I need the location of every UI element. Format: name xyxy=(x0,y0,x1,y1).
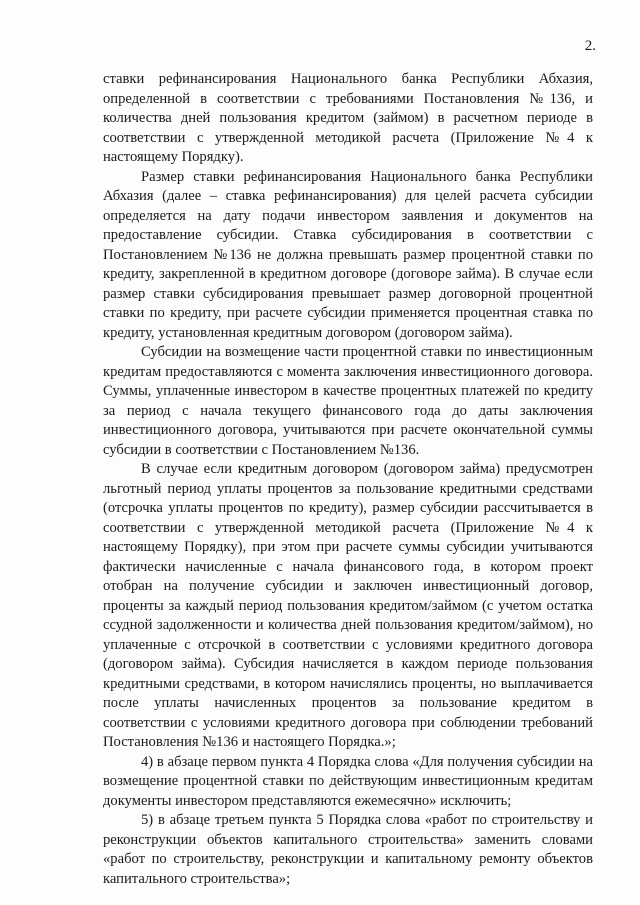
document-body xyxy=(103,70,593,889)
paragraph-amendment-4: 4) в абзаце первом пункта 4 Порядка слова «Для получения субсидии на возмещение процентной ставки по действующим инвестиционным кредитам документы инвестором представляются ежемесячно» исключить; xyxy=(103,753,593,809)
paragraph-subsidy-start: Субсидии на возмещение части процентной ставки по инвестиционным кредитам предоставляются с момента заключения инвестиционного договора. Суммы, уплаченные инвестором в качестве процентных платежей по кредиту за период с начала текущего финансового года до даты заключения инвестиционного договора, учитываются при расчете окончательной суммы субсидии в соответствии с Постановлением №136. xyxy=(103,344,593,458)
paragraph-continuation: ставки рефинансирования Национального банка Республики Абхазия, определенной в соответствии с требованиями Постановления №136, и количества дней пользования кредитом (займом) в расчетном периоде в соответствии с утвержденной методикой расчета (Приложение №4 к настоящему Порядку). xyxy=(103,71,593,165)
page-number: 2. xyxy=(584,38,596,54)
paragraph-amendment-5: 5) в абзаце третьем пункта 5 Порядка слова «работ по строительству и реконструкции объектов капитального строительства» заменить словами «работ по строительству, реконструкции и капитальному ремонту объектов капитального строительства»; xyxy=(103,812,593,887)
paragraph-grace-period: В случае если кредитным договором (договором займа) предусмотрен льготный период уплаты процентов за пользование кредитными средствами (отсрочка уплаты процентов по кредиту), размер субсидии рассчитывается в соответствии с утвержденной методикой расчета (Приложение №4 к настоящему Порядку), при этом при расчете суммы субсидии учитываются фактически начисленные с начала финансового года, в котором проект отобран на получение субсидии и заключен инвестиционный договор, проценты за каждый период пользования кредитом/займом (с учетом остатка ссудной задолженности и количества дней пользования кредитом/займом), но уплаченные с отсрочкой в соответствии с условиями кредитного договора (договором займа). Субсидия начисляется в каждом периоде пользования кредитными средствами, в котором начислялись проценты, но выплачивается после уплаты начисленных процентов за пользование кредитом в соответствии с условиями кредитного договора при соблюдении требований Постановления №136 и настоящего Порядка.»; xyxy=(103,461,593,750)
paragraph-refinancing-rate: Размер ставки рефинансирования Национального банка Республики Абхазия (далее – ставка рефинансирования) для целей расчета субсидии определяется на дату подачи инвестором заявления и документов на предоставление субсидии. Ставка субсидирования в соответствии с Постановлением №136 не должна превышать размер процентной ставки по кредиту, закрепленной в кредитном договоре (договоре займа). В случае если размер ставки субсидирования превышает размер договорной процентной ставки по кредиту, при расчете субсидии применяется процентная ставка по кредиту, установленная кредитным договором (договором займа). xyxy=(103,168,593,341)
